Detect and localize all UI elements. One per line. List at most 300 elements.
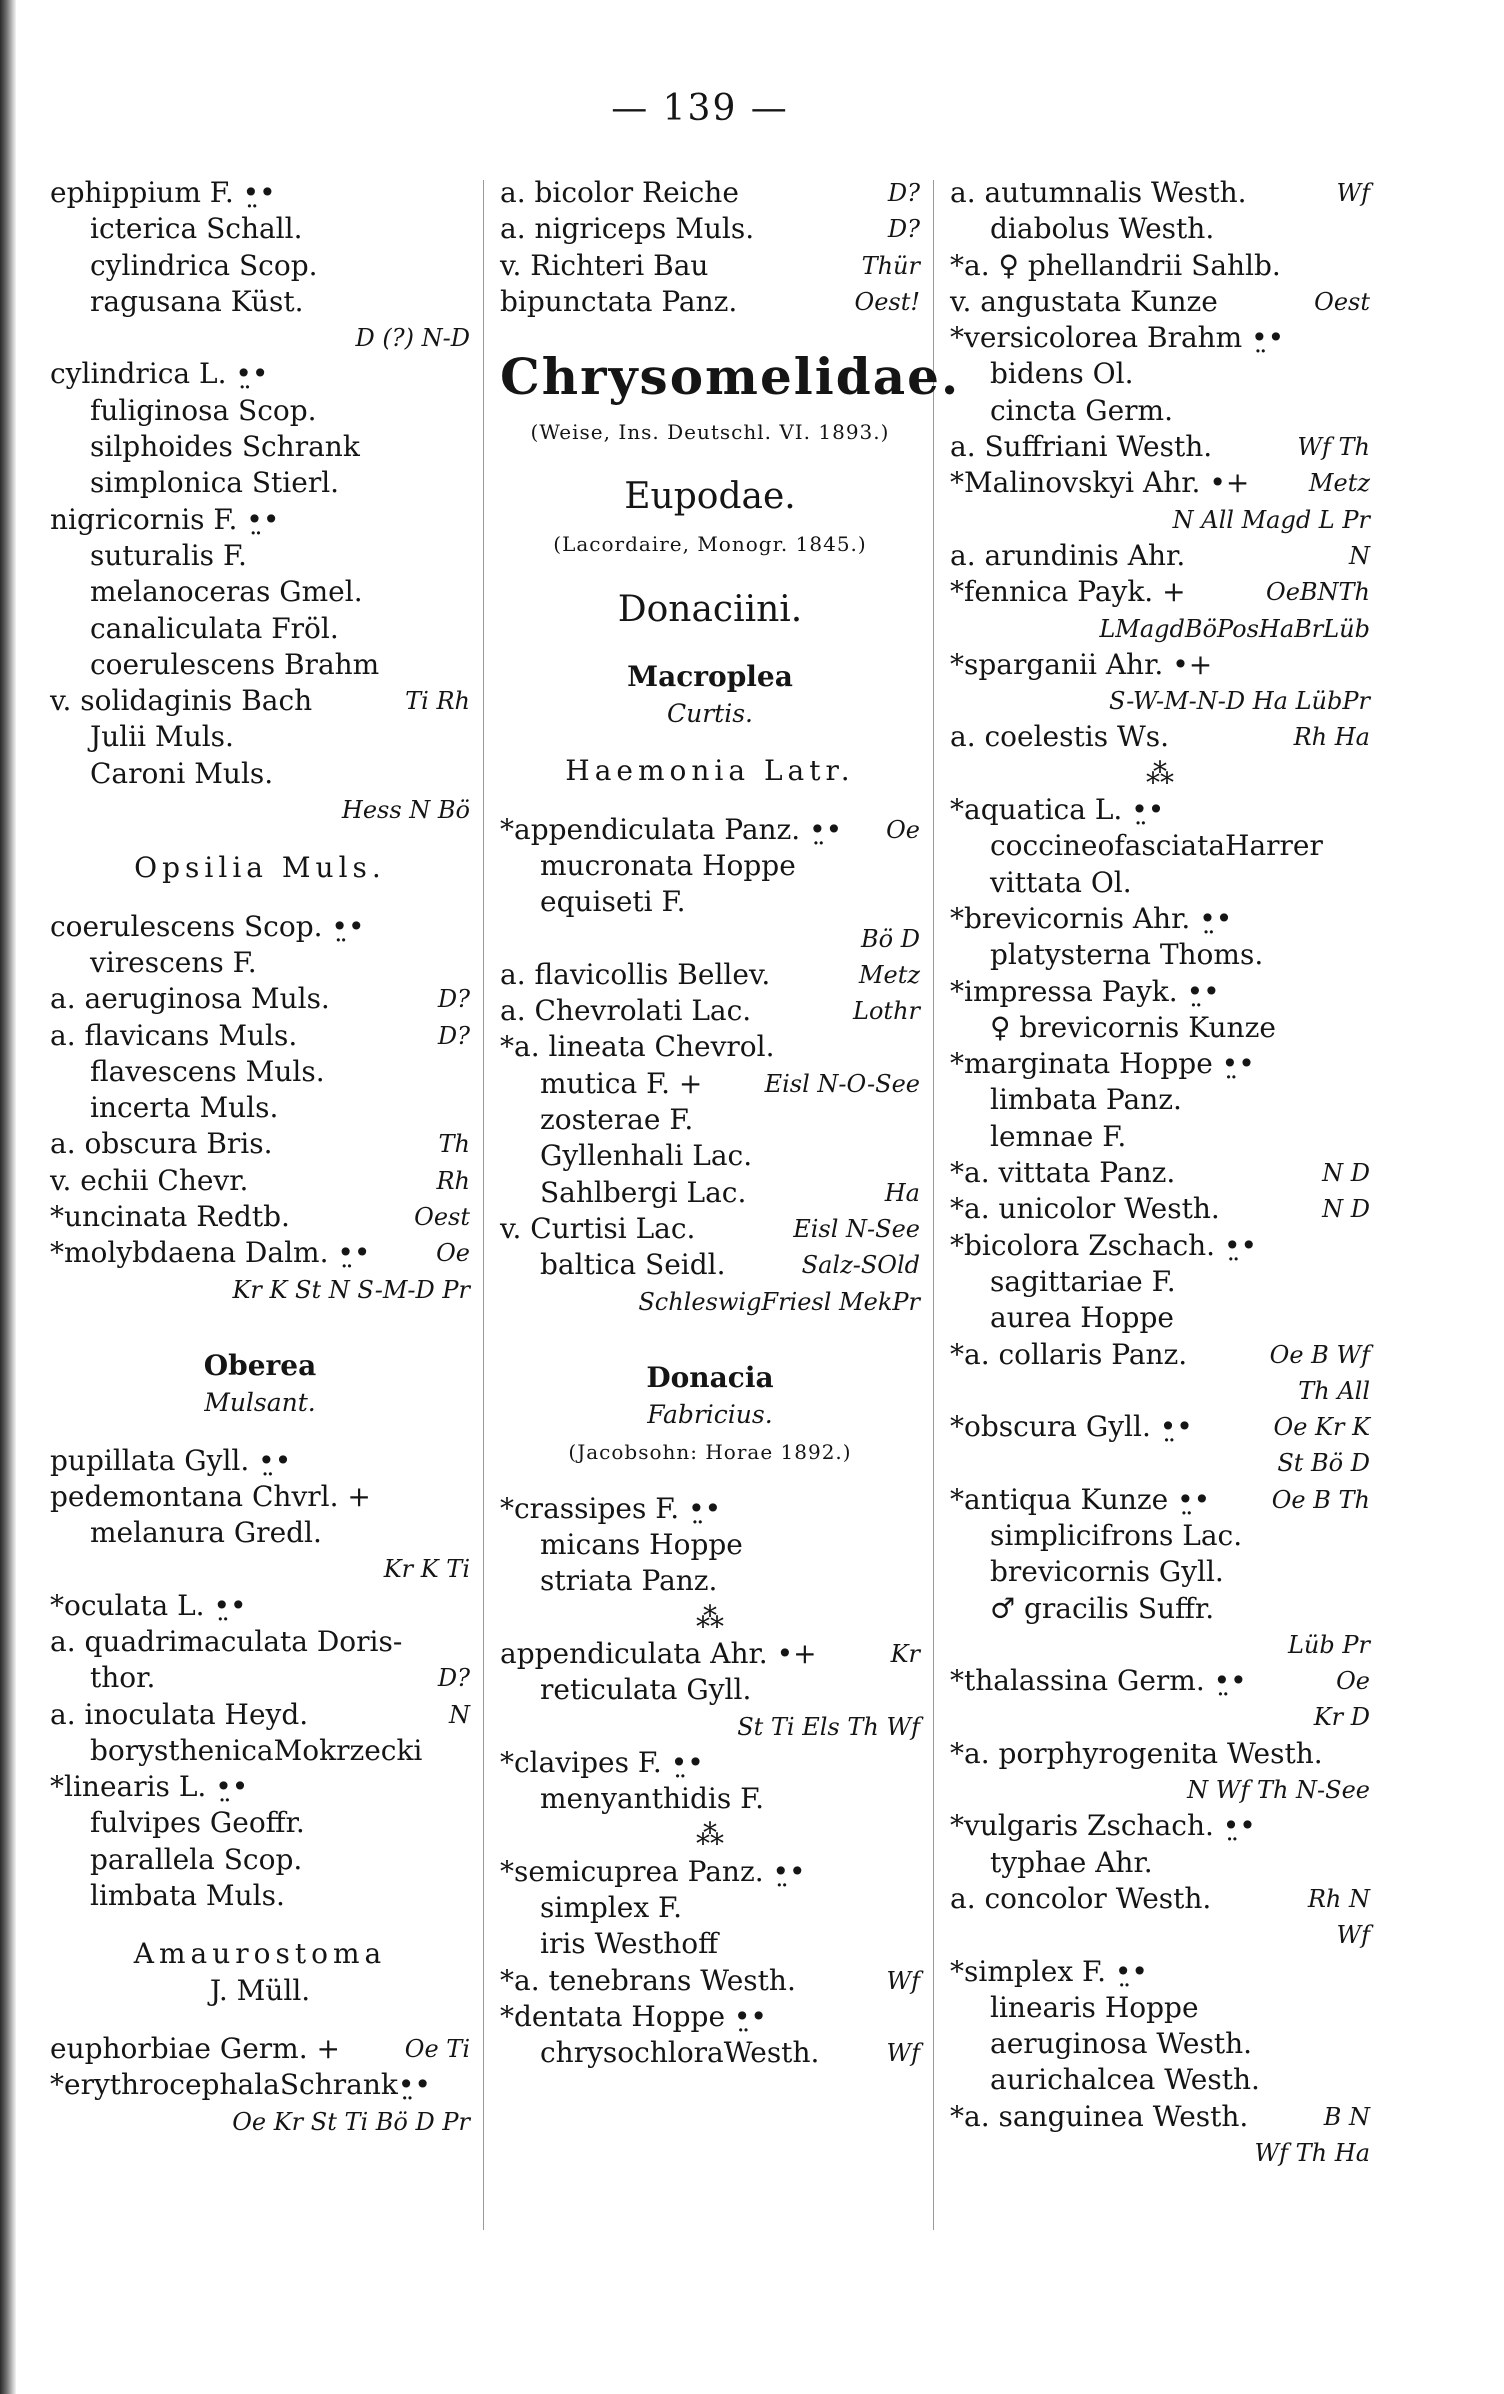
entry-line bbox=[500, 1102, 920, 1138]
entry-text: Mulsant. bbox=[204, 1388, 316, 1418]
entry-line bbox=[500, 659, 920, 695]
entry-line bbox=[500, 1600, 920, 1636]
entry-text: pupillata Gyll. •̤• bbox=[50, 1443, 292, 1477]
entry-line bbox=[950, 211, 1370, 247]
entry-text: bidens Ol. bbox=[990, 357, 1134, 391]
entry-text: a. bicolor Reiche bbox=[500, 176, 739, 209]
entry-line bbox=[500, 342, 961, 412]
entry-text: *a. porphyrogenita Westh. bbox=[950, 1736, 1323, 1770]
distribution-text: Bö D bbox=[861, 924, 920, 953]
entry-text: suturalis F. bbox=[90, 538, 247, 572]
distribution-text: Kr D bbox=[1313, 1703, 1370, 1732]
distribution-text: Oe bbox=[1336, 1667, 1370, 1696]
entry-text: (Lacordaire, Monogr. 1845.) bbox=[553, 532, 867, 557]
distribution-text: LMagdBöPosHaBrLüb bbox=[1099, 614, 1370, 643]
entry-line bbox=[950, 465, 1370, 501]
entry-text: *molybdaena Dalm. •̤• bbox=[50, 1236, 371, 1270]
entry-text: *a. sanguinea Westh. bbox=[950, 2099, 1249, 2133]
distribution-line bbox=[950, 1373, 1370, 1409]
entry-line bbox=[950, 574, 1370, 610]
entry-line bbox=[500, 524, 920, 560]
entry-text: *antiqua Kunze •̤• bbox=[950, 1482, 1211, 1516]
entry-line bbox=[50, 1126, 470, 1162]
entry-text: Fabricius. bbox=[647, 1400, 773, 1430]
entry-text: cincta Germ. bbox=[990, 393, 1173, 427]
entry-line bbox=[950, 974, 1370, 1010]
distribution-text: D? bbox=[437, 1021, 470, 1050]
distribution-text: Wf bbox=[886, 1966, 920, 1995]
entry-line bbox=[500, 812, 920, 848]
entry-line bbox=[500, 1138, 920, 1174]
distribution-text: Kr K St N S-M-D Pr bbox=[232, 1275, 470, 1304]
entry-line bbox=[50, 2031, 470, 2067]
entry-line bbox=[500, 1636, 920, 1672]
distribution-line bbox=[500, 561, 920, 583]
distribution-text: Eisl N-See bbox=[793, 1214, 920, 1243]
entry-text: simplonica Stierl. bbox=[90, 466, 340, 500]
distribution-line bbox=[950, 611, 1370, 647]
entry-line bbox=[950, 1191, 1370, 1227]
page-number: — 139 — bbox=[611, 88, 789, 129]
entry-line bbox=[950, 429, 1370, 465]
distribution-text: S-W-M-N-D Ha LübPr bbox=[1108, 687, 1370, 716]
entry-text: canaliculata Fröl. bbox=[90, 611, 339, 645]
entry-line bbox=[50, 465, 470, 501]
entry-line bbox=[950, 865, 1370, 901]
entry-text: ⁂ bbox=[1146, 756, 1174, 790]
entry-text: typhae Ahr. bbox=[990, 1845, 1153, 1879]
distribution-text: Oe Ti bbox=[404, 2034, 470, 2063]
entry-text: bipunctata Panz. bbox=[500, 284, 738, 318]
entry-text: *a. tenebrans Westh. bbox=[500, 1963, 796, 1997]
entry-line bbox=[500, 412, 920, 448]
entry-line bbox=[50, 719, 470, 755]
entry-text: brevicornis Gyll. bbox=[990, 1555, 1224, 1589]
distribution-line bbox=[500, 921, 920, 957]
entry-text: Amaurostoma bbox=[133, 1937, 387, 1971]
entry-line bbox=[950, 1954, 1370, 1990]
entry-line bbox=[950, 1228, 1370, 1264]
entry-text: lemnae F. bbox=[990, 1119, 1127, 1153]
entry-line bbox=[500, 175, 920, 211]
distribution-text: N D bbox=[1322, 1195, 1370, 1224]
entry-line bbox=[500, 1563, 920, 1599]
entry-line bbox=[50, 1199, 470, 1235]
entry-line bbox=[500, 1999, 920, 2035]
entry-line bbox=[50, 1588, 470, 1624]
distribution-line bbox=[50, 1914, 470, 1936]
entry-text: *appendiculata Panz. •̤• bbox=[500, 812, 843, 846]
entry-text: aurea Hoppe bbox=[990, 1301, 1174, 1335]
entry-line bbox=[950, 1082, 1370, 1118]
entry-line bbox=[500, 1963, 920, 1999]
distribution-text: Oe bbox=[886, 815, 920, 844]
distribution-line bbox=[950, 683, 1370, 719]
entry-line bbox=[500, 848, 920, 884]
entry-text: ⁂ bbox=[696, 1600, 724, 1634]
entry-line bbox=[50, 945, 470, 981]
distribution-line bbox=[950, 1772, 1370, 1808]
entry-text: coerulescens Scop. •̤• bbox=[50, 909, 365, 943]
entry-line bbox=[950, 2026, 1370, 2062]
entry-text: menyanthidis F. bbox=[540, 1782, 765, 1816]
distribution-text: Th All bbox=[1298, 1376, 1370, 1405]
entry-line bbox=[500, 248, 920, 284]
distribution-line bbox=[50, 828, 470, 850]
entry-text: *vulgaris Zschach. •̤• bbox=[950, 1809, 1256, 1843]
distribution-text: N bbox=[1349, 541, 1370, 570]
entry-text: a. obscura Bris. bbox=[50, 1127, 273, 1161]
entry-text: ♂ gracilis Suffr. bbox=[990, 1591, 1215, 1625]
entry-text: Sahlbergi Lac. bbox=[540, 1175, 747, 1209]
entry-line bbox=[500, 957, 920, 993]
entry-line bbox=[500, 1672, 920, 1708]
entry-text: ragusana Küst. bbox=[90, 284, 304, 318]
entry-line bbox=[500, 284, 920, 320]
column-divider bbox=[483, 180, 484, 2230]
entry-line bbox=[950, 1264, 1370, 1300]
entry-line bbox=[950, 1736, 1370, 1772]
entry-line bbox=[500, 993, 920, 1029]
entry-text: iris Westhoff bbox=[540, 1927, 719, 1961]
entry-line bbox=[500, 1066, 920, 1102]
entry-line bbox=[50, 502, 470, 538]
entry-text: *a. ♀ phellandrii Sahlb. bbox=[950, 248, 1281, 282]
entry-text: *marginata Hoppe •̤• bbox=[950, 1047, 1255, 1081]
entry-line bbox=[500, 1247, 920, 1283]
entry-line bbox=[950, 320, 1370, 356]
distribution-text: Lothr bbox=[853, 997, 920, 1026]
entry-text: a. nigriceps Muls. bbox=[500, 212, 755, 246]
entry-text: euphorbiae Germ. + bbox=[50, 2031, 340, 2065]
entry-text: simplicifrons Lac. bbox=[990, 1518, 1243, 1552]
entry-text: v. solidaginis Bach bbox=[50, 684, 313, 718]
distribution-line bbox=[50, 2104, 470, 2140]
entry-text: *linearis L. •̤• bbox=[50, 1770, 249, 1804]
entry-text: incerta Muls. bbox=[90, 1091, 279, 1125]
entry-line bbox=[950, 248, 1370, 284]
entry-text: sagittariae F. bbox=[990, 1264, 1176, 1298]
distribution-text: Wf Th bbox=[1297, 433, 1370, 462]
entry-line bbox=[50, 647, 470, 683]
entry-line bbox=[500, 1817, 920, 1853]
distribution-text: Oe Kr K bbox=[1273, 1413, 1370, 1442]
entry-line bbox=[50, 1479, 470, 1515]
entry-text: cylindrica L. •̤• bbox=[50, 357, 269, 391]
distribution-text: Wf bbox=[886, 2039, 920, 2068]
entry-line bbox=[50, 1697, 470, 1733]
entry-line bbox=[950, 1046, 1370, 1082]
entry-line bbox=[500, 2035, 920, 2071]
entry-text: melanura Gredl. bbox=[90, 1516, 322, 1550]
distribution-text: N bbox=[449, 1700, 470, 1729]
entry-text: limbata Muls. bbox=[90, 1879, 285, 1913]
entry-line bbox=[500, 1527, 920, 1563]
entry-text: striata Panz. bbox=[540, 1564, 718, 1598]
text-column-left bbox=[50, 175, 470, 2140]
entry-line bbox=[50, 683, 470, 719]
entry-line bbox=[500, 1360, 920, 1396]
distribution-text: Rh bbox=[436, 1166, 470, 1195]
entry-text: *thalassina Germ. •̤• bbox=[950, 1664, 1247, 1698]
entry-line bbox=[950, 1409, 1370, 1445]
entry-text: ♀ brevicornis Kunze bbox=[990, 1010, 1276, 1044]
entry-text: (Jacobsohn: Horae 1892.) bbox=[568, 1440, 852, 1465]
distribution-text: Wf bbox=[1336, 179, 1370, 207]
distribution-line bbox=[50, 1308, 470, 1348]
distribution-line bbox=[500, 1320, 920, 1360]
entry-line bbox=[500, 470, 920, 524]
entry-text: v. angustata Kunze bbox=[950, 284, 1218, 318]
distribution-text: Kr bbox=[890, 1639, 920, 1668]
entry-line bbox=[50, 756, 470, 792]
entry-line bbox=[500, 753, 920, 789]
entry-line bbox=[50, 611, 470, 647]
distribution-text: N Wf Th N-See bbox=[1187, 1776, 1370, 1805]
entry-text: fulvipes Geoffr. bbox=[90, 1806, 305, 1840]
entry-text: parallela Scop. bbox=[90, 1842, 303, 1876]
entry-line bbox=[950, 1591, 1370, 1627]
entry-text: *a. vittata Panz. bbox=[950, 1156, 1176, 1190]
distribution-line bbox=[50, 1421, 470, 1443]
distribution-text: Oe Kr St Ti Bö D Pr bbox=[232, 2107, 470, 2136]
entry-line bbox=[50, 1805, 470, 1841]
entry-text: mutica F. + bbox=[540, 1066, 703, 1100]
column-divider bbox=[933, 180, 934, 2230]
distribution-text: D? bbox=[887, 215, 920, 244]
distribution-text: Oest bbox=[1314, 287, 1370, 316]
distribution-text: D? bbox=[437, 1664, 470, 1693]
entry-text: *sparganii Ahr. •+ bbox=[950, 647, 1213, 681]
distribution-line bbox=[50, 320, 470, 356]
distribution-line bbox=[50, 792, 470, 828]
distribution-line bbox=[500, 320, 920, 342]
entry-text: diabolus Westh. bbox=[990, 212, 1215, 246]
entry-text: Oberea bbox=[203, 1348, 317, 1382]
distribution-line bbox=[950, 1917, 1370, 1953]
entry-text: coerulescens Brahm bbox=[90, 647, 380, 681]
distribution-line bbox=[500, 1284, 920, 1320]
entry-text: a. aeruginosa Muls. bbox=[50, 982, 330, 1016]
entry-text: *fennica Payk. + bbox=[950, 575, 1186, 609]
entry-text: *a. lineata Chevrol. bbox=[500, 1030, 775, 1064]
distribution-line bbox=[50, 2009, 470, 2031]
entry-line bbox=[50, 538, 470, 574]
entry-line bbox=[950, 1808, 1370, 1844]
entry-text: a. Chevrolati Lac. bbox=[500, 994, 752, 1028]
entry-line bbox=[950, 792, 1370, 828]
entry-line bbox=[950, 1482, 1370, 1518]
entry-text: platysterna Thoms. bbox=[990, 938, 1264, 972]
distribution-line bbox=[500, 637, 920, 659]
distribution-text: Oe B Wf bbox=[1269, 1340, 1370, 1369]
entry-line bbox=[950, 647, 1370, 683]
entry-line bbox=[500, 1029, 920, 1065]
entry-text: *oculata L. •̤• bbox=[50, 1588, 247, 1622]
entry-text: baltica Seidl. bbox=[540, 1248, 726, 1282]
entry-line bbox=[50, 1090, 470, 1126]
distribution-text: St Ti Els Th Wf bbox=[737, 1712, 920, 1741]
entry-line bbox=[950, 719, 1370, 755]
entry-line bbox=[950, 393, 1370, 429]
entry-text: *a. unicolor Westh. bbox=[950, 1192, 1220, 1226]
entry-text: *erythrocephalaSchrank•̤• bbox=[50, 2068, 431, 2102]
entry-line bbox=[50, 1515, 470, 1551]
distribution-text: Metz bbox=[858, 960, 920, 989]
entry-text: Opsilia Muls. bbox=[134, 851, 386, 885]
entry-line bbox=[50, 175, 470, 211]
entry-line bbox=[50, 1163, 470, 1199]
distribution-text: N All Magd L Pr bbox=[1172, 505, 1370, 534]
entry-text: v. echii Chevr. bbox=[50, 1163, 249, 1197]
distribution-line bbox=[500, 731, 920, 753]
text-column-middle bbox=[500, 175, 961, 2071]
entry-line bbox=[950, 1337, 1370, 1373]
entry-text: J. Müll. bbox=[209, 1973, 311, 2007]
distribution-text: Rh N bbox=[1307, 1884, 1370, 1913]
distribution-text: Thür bbox=[861, 251, 920, 280]
distribution-text: D? bbox=[887, 179, 920, 207]
distribution-text: Salz-SOld bbox=[801, 1251, 920, 1280]
entry-line bbox=[950, 1119, 1370, 1155]
entry-line bbox=[50, 1769, 470, 1805]
entry-text: (Weise, Ins. Deutschl. VI. 1893.) bbox=[530, 420, 890, 445]
entry-text: *Malinovskyi Ahr. •+ bbox=[950, 466, 1250, 500]
entry-text: borysthenicaMokrzecki bbox=[90, 1733, 423, 1767]
entry-line bbox=[50, 2067, 470, 2103]
entry-text: cylindrica Scop. bbox=[90, 248, 318, 282]
distribution-line bbox=[50, 887, 470, 909]
entry-line bbox=[950, 937, 1370, 973]
entry-line bbox=[950, 756, 1370, 792]
entry-text: reticulata Gyll. bbox=[540, 1673, 752, 1707]
entry-text: a. flavicans Muls. bbox=[50, 1018, 298, 1052]
entry-text: linearis Hoppe bbox=[990, 1990, 1199, 2024]
entry-text: v. Curtisi Lac. bbox=[500, 1211, 696, 1245]
entry-text: limbata Panz. bbox=[990, 1083, 1182, 1117]
entry-text: silphoides Schrank bbox=[90, 430, 360, 464]
distribution-text: Lüb Pr bbox=[1287, 1630, 1370, 1659]
entry-line bbox=[500, 1491, 920, 1527]
entry-line bbox=[50, 850, 470, 886]
entry-text: simplex F. bbox=[540, 1890, 682, 1924]
entry-line bbox=[500, 1175, 920, 1211]
entry-line bbox=[50, 1384, 470, 1420]
entry-line bbox=[50, 429, 470, 465]
distribution-text: Wf bbox=[1336, 1921, 1370, 1950]
entry-line bbox=[500, 884, 920, 920]
entry-line bbox=[950, 1881, 1370, 1917]
entry-line bbox=[50, 981, 470, 1017]
entry-text: *simplex F. •̤• bbox=[950, 1954, 1148, 1988]
entry-line bbox=[950, 2062, 1370, 2098]
entry-line bbox=[50, 393, 470, 429]
distribution-line bbox=[950, 1699, 1370, 1735]
entry-text: a. coelestis Ws. bbox=[950, 720, 1170, 754]
entry-text: thor. bbox=[90, 1661, 156, 1695]
distribution-text: Metz bbox=[1308, 469, 1370, 498]
entry-text: *crassipes F. •̤• bbox=[500, 1491, 722, 1525]
entry-text: *obscura Gyll. •̤• bbox=[950, 1410, 1193, 1444]
entry-line bbox=[50, 1348, 470, 1384]
distribution-line bbox=[950, 2135, 1370, 2171]
entry-text: *impressa Payk. •̤• bbox=[950, 974, 1220, 1008]
entry-text: coccineofasciataHarrer bbox=[990, 829, 1323, 863]
entry-text: virescens F. bbox=[90, 945, 257, 979]
entry-line bbox=[950, 1990, 1370, 2026]
distribution-text: Ti Rh bbox=[405, 687, 470, 716]
entry-text: *bicolora Zschach. •̤• bbox=[950, 1228, 1257, 1262]
entry-text: aurichalcea Westh. bbox=[990, 2063, 1260, 2097]
distribution-text: SchleswigFriesl MekPr bbox=[638, 1287, 920, 1316]
entry-line bbox=[50, 211, 470, 247]
entry-line bbox=[500, 1745, 920, 1781]
entry-text: equiseti F. bbox=[540, 885, 686, 919]
distribution-text: Hess N Bö bbox=[341, 796, 470, 825]
entry-text: a. autumnalis Westh. bbox=[950, 176, 1247, 209]
entry-text: zosterae F. bbox=[540, 1103, 694, 1137]
entry-line bbox=[500, 695, 920, 731]
entry-text: Donacia bbox=[646, 1360, 774, 1394]
entry-line bbox=[50, 1018, 470, 1054]
entry-line bbox=[500, 1396, 920, 1432]
entry-line bbox=[950, 356, 1370, 392]
entry-text: a. concolor Westh. bbox=[950, 1881, 1212, 1915]
entry-line bbox=[950, 1010, 1370, 1046]
text-column-right bbox=[950, 175, 1370, 2171]
entry-text: *a. collaris Panz. bbox=[950, 1337, 1188, 1371]
entry-line bbox=[500, 1926, 920, 1962]
entry-line bbox=[500, 211, 920, 247]
entry-text: Caroni Muls. bbox=[90, 756, 274, 790]
entry-text: *brevicornis Ahr. •̤• bbox=[950, 901, 1233, 935]
distribution-text: Eisl N-O-See bbox=[764, 1069, 920, 1098]
entry-line bbox=[50, 1443, 470, 1479]
distribution-text: Oest! bbox=[854, 287, 920, 316]
entry-line bbox=[50, 1878, 470, 1914]
entry-text: *versicolorea Brahm •̤• bbox=[950, 321, 1285, 355]
entry-line bbox=[950, 284, 1370, 320]
entry-line bbox=[50, 284, 470, 320]
entry-line bbox=[50, 1660, 470, 1696]
distribution-line bbox=[500, 790, 920, 812]
entry-line bbox=[950, 175, 1370, 211]
distribution-line bbox=[50, 1551, 470, 1587]
entry-text: Donaciini. bbox=[617, 588, 803, 630]
entry-line bbox=[950, 1845, 1370, 1881]
entry-line bbox=[500, 583, 920, 637]
entry-text: mucronata Hoppe bbox=[540, 848, 796, 882]
entry-text: Gyllenhali Lac. bbox=[540, 1139, 753, 1173]
distribution-text: Oe bbox=[436, 1239, 470, 1268]
entry-line bbox=[50, 1733, 470, 1769]
entry-text: ephippium F. •̤• bbox=[50, 176, 276, 209]
distribution-text: Kr K Ti bbox=[383, 1555, 470, 1584]
page-binding-edge bbox=[0, 0, 16, 2394]
entry-line bbox=[50, 1054, 470, 1090]
distribution-text: OeBNTh bbox=[1266, 578, 1370, 607]
entry-text: nigricornis F. •̤• bbox=[50, 502, 280, 536]
entry-line bbox=[500, 1211, 920, 1247]
entry-text: a. inoculata Heyd. bbox=[50, 1697, 309, 1731]
entry-line bbox=[950, 1663, 1370, 1699]
entry-line bbox=[950, 828, 1370, 864]
entry-text: *clavipes F. •̤• bbox=[500, 1745, 704, 1779]
entry-line bbox=[50, 1624, 470, 1660]
entry-line bbox=[950, 1155, 1370, 1191]
entry-line bbox=[500, 1890, 920, 1926]
entry-text: Eupodae. bbox=[624, 476, 796, 518]
